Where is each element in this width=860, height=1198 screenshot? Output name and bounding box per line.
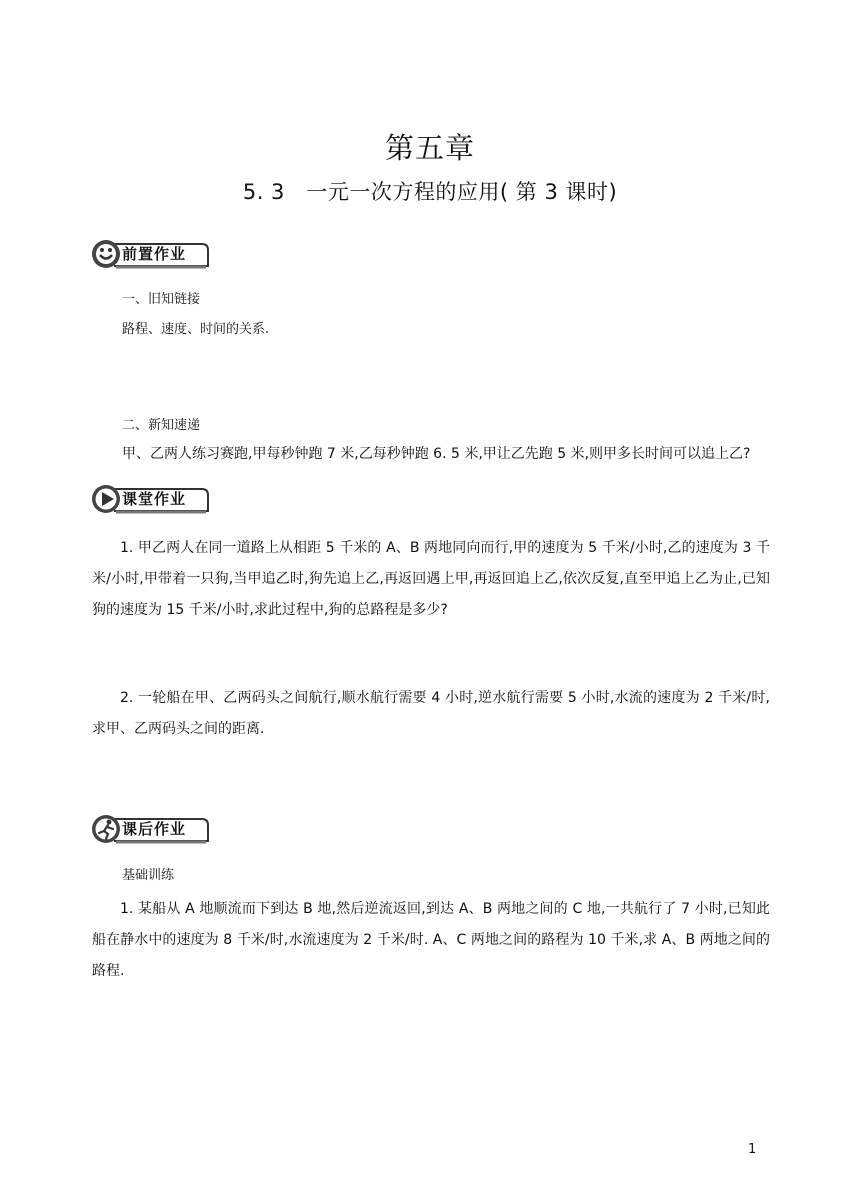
new-knowledge-label: 二、新知速递 [122, 418, 201, 433]
section-badge-after [90, 811, 214, 847]
class-question-1: 1. 甲乙两人在同一道路上从相距 5 千米的 A、B 两地同向而行,甲的速度为 5 千米/小时,乙的速度为 3 千米/小时,甲带着一只狗,当甲追乙时,狗先追上乙,再返回遇上甲,再返回追上乙,依次反复,直至甲追上乙为止,已知狗的速度为 15 千米/小时,求此过程中,狗的总路程是多少? [92, 540, 770, 618]
old-knowledge-text: 路程、速度、时间的关系. [122, 322, 270, 337]
basic-training-label: 基础训练 [122, 868, 175, 883]
section-badge-class [90, 481, 214, 517]
section-badge-label: 课后作业 [122, 820, 187, 838]
class-question-2: 2. 一轮船在甲、乙两码头之间航行,顺水航行需要 4 小时,逆水航行需要 5 小时,水流的速度为 2 千米/时,求甲、乙两码头之间的距离. [92, 690, 770, 737]
old-knowledge-label: 一、旧知链接 [122, 292, 201, 307]
page-number: 1 [748, 1142, 757, 1157]
section-badge-label: 课堂作业 [122, 490, 187, 508]
section-badge-label: 前置作业 [122, 245, 187, 263]
lesson-title: 5. 3 一元一次方程的应用( 第 3 课时) [242, 180, 618, 204]
section-badge-pre [90, 236, 214, 272]
after-question-1: 1. 某船从 A 地顺流而下到达 B 地,然后逆流返回,到达 A、B 两地之间的 C 地,一共航行了 7 小时,已知此船在静水中的速度为 8 千米/时,水流速度为 2 千米/时. A、C 两地之间的路程为 10 千米,求 A、B 两地之间的路程. [92, 901, 770, 979]
chapter-title: 第五章 [384, 131, 475, 165]
new-knowledge-text: 甲、乙两人练习赛跑,甲每秒钟跑 7 米,乙每秒钟跑 6. 5 米,甲让乙先跑 5 米,则甲多长时间可以追上乙? [122, 446, 751, 462]
